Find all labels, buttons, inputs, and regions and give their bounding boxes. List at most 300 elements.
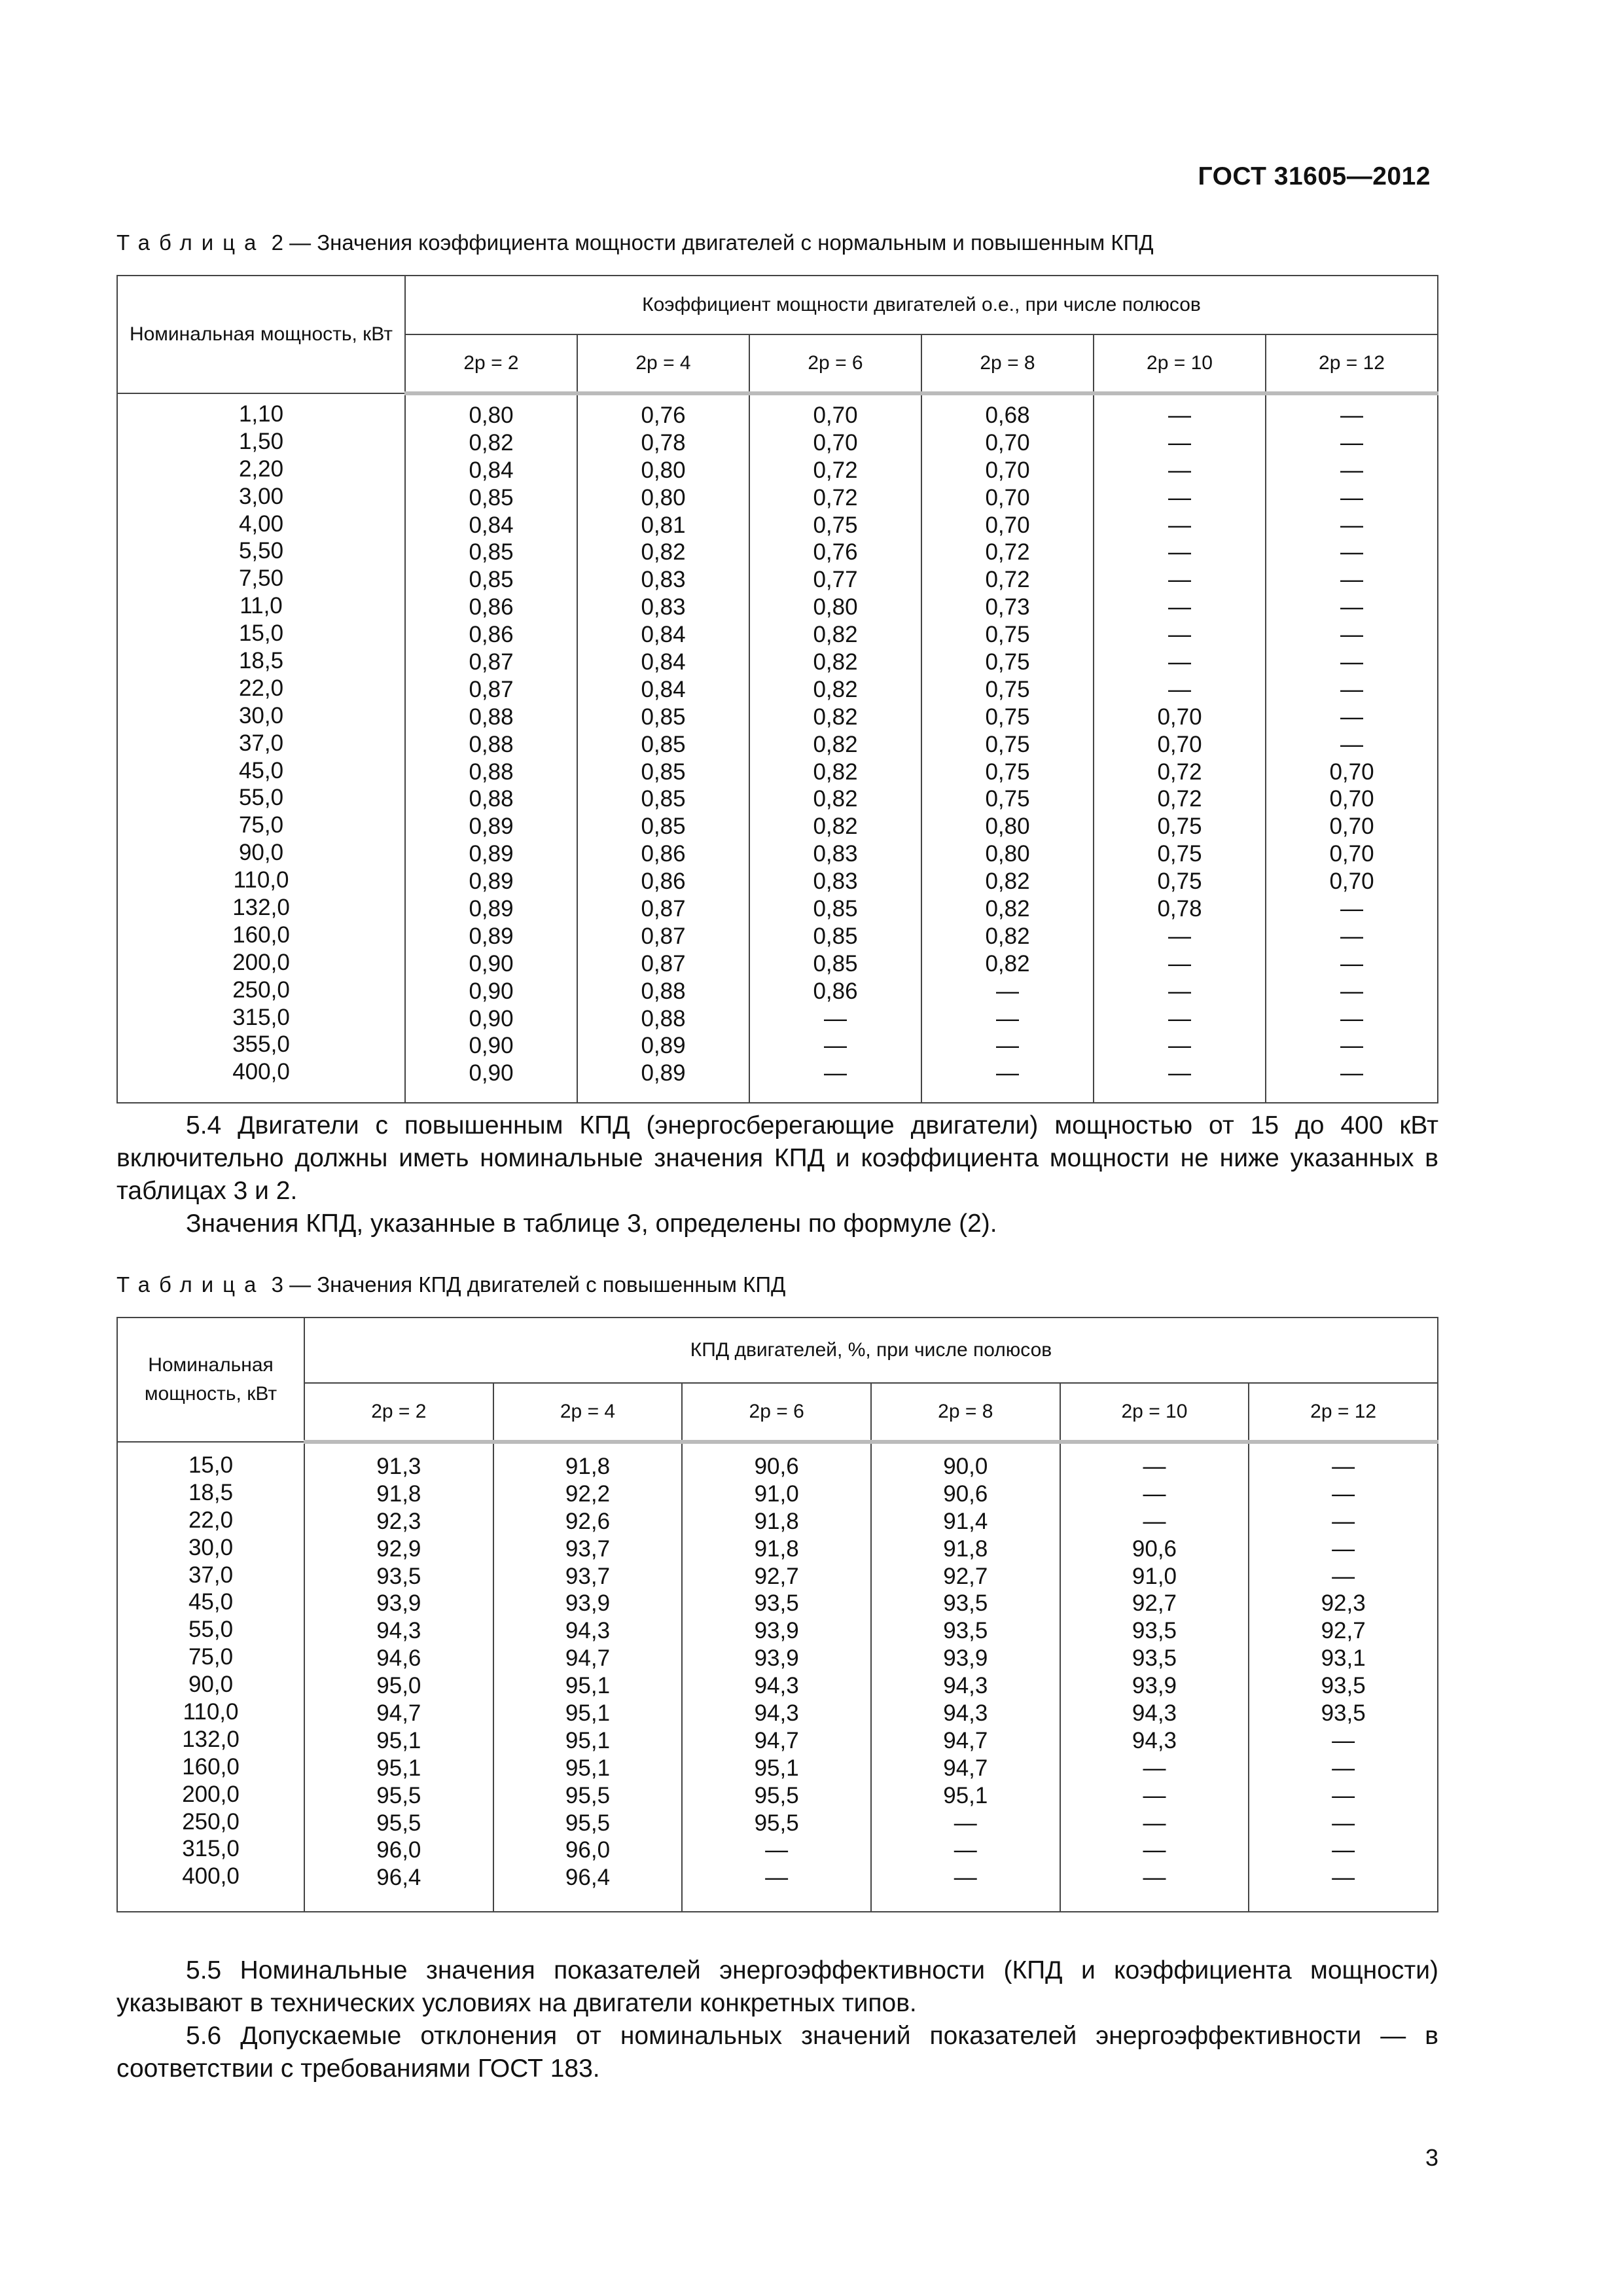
- table3-values-column: [1060, 1442, 1249, 1912]
- table-cell: 1,50: [238, 428, 284, 454]
- table3-caption: [116, 1272, 785, 1297]
- paragraph-5-5-text: 5.5 Номинальные значения показателей энергоэффективности (КПД и коэффициента мощности) указывают в технических условиях на двигатели конкретных типов.: [116, 1956, 1438, 2017]
- table-cell: 0,70: [985, 429, 1030, 456]
- table-cell: 0,82: [813, 704, 858, 730]
- table-cell: 0,88: [469, 704, 514, 730]
- table-cell: —: [1340, 1005, 1363, 1031]
- table3-pole-header: 2p = 2: [304, 1383, 493, 1442]
- table-cell: —: [1340, 403, 1363, 428]
- table-cell: —: [1340, 1033, 1363, 1059]
- table-cell: 0,89: [469, 869, 514, 895]
- table-cell: 93,1: [1321, 1645, 1366, 1672]
- table-cell: —: [765, 1837, 789, 1863]
- table-cell: —: [1332, 1782, 1355, 1808]
- table-cell: 0,70: [985, 457, 1030, 483]
- table2-values-column: [921, 393, 1094, 1103]
- table-cell: 90,0: [943, 1454, 988, 1479]
- table-cell: 91,8: [754, 1508, 799, 1534]
- table-cell: —: [765, 1865, 789, 1891]
- table-cell: 96,0: [565, 1837, 611, 1863]
- table-cell: —: [1332, 1837, 1355, 1863]
- table-cell: —: [1340, 896, 1363, 922]
- table-cell: 90,6: [754, 1454, 799, 1479]
- table-cell: 0,87: [469, 676, 514, 702]
- table-cell: —: [954, 1810, 977, 1836]
- table-cell: 0,75: [985, 676, 1030, 702]
- table-cell: 30,0: [238, 702, 284, 728]
- table-cell: 94,3: [1132, 1700, 1177, 1727]
- table-cell: 94,7: [754, 1727, 799, 1753]
- table-cell: 0,78: [641, 429, 686, 456]
- table-cell: —: [1143, 1810, 1166, 1836]
- table-cell: 93,5: [1132, 1618, 1177, 1644]
- table-cell: 0,80: [985, 841, 1030, 867]
- table-cell: 94,3: [943, 1673, 988, 1699]
- table-cell: 93,5: [1321, 1700, 1366, 1727]
- table-cell: 95,5: [754, 1810, 799, 1836]
- table-cell: 0,82: [985, 869, 1030, 895]
- table-cell: 91,3: [376, 1454, 421, 1479]
- table-cell: 0,82: [813, 676, 858, 702]
- table-cell: 0,82: [813, 731, 858, 757]
- table3-values-column: [493, 1442, 683, 1912]
- page-number: 3: [1425, 2144, 1438, 2171]
- table-cell: 0,70: [813, 403, 858, 428]
- table-cell: —: [1340, 594, 1363, 620]
- table-cell: 0,85: [469, 539, 514, 565]
- table-cell: 18,5: [238, 648, 284, 674]
- table-cell: —: [996, 978, 1019, 1004]
- table-cell: 0,78: [1157, 896, 1202, 922]
- table-cell: 95,1: [376, 1727, 421, 1753]
- table-cell: —: [1143, 1837, 1166, 1863]
- table-cell: —: [1340, 649, 1363, 675]
- table-cell: 0,70: [985, 484, 1030, 511]
- table2-values-column: [1094, 393, 1266, 1103]
- table-cell: 355,0: [232, 1031, 290, 1058]
- table-cell: 0,83: [813, 841, 858, 867]
- table-cell: 94,7: [943, 1755, 988, 1781]
- table-cell: 94,3: [565, 1618, 611, 1644]
- table-cell: 96,4: [565, 1865, 611, 1891]
- table-cell: 0,87: [641, 923, 686, 949]
- table-cell: 400,0: [232, 1059, 290, 1085]
- table-cell: 0,75: [813, 512, 858, 538]
- table-cell: 93,9: [1132, 1673, 1177, 1699]
- table-cell: 160,0: [182, 1753, 240, 1780]
- table-cell: 0,86: [641, 869, 686, 895]
- table-cell: 75,0: [238, 812, 284, 838]
- table-cell: 90,0: [188, 1672, 234, 1698]
- table-cell: —: [1168, 622, 1191, 648]
- table-cell: —: [1332, 1535, 1355, 1562]
- table-cell: 91,0: [754, 1480, 799, 1507]
- table-cell: 93,5: [754, 1590, 799, 1617]
- table3-values-column: [1249, 1442, 1438, 1912]
- table-cell: 22,0: [188, 1507, 234, 1533]
- table-cell: —: [1332, 1508, 1355, 1534]
- table-cell: 0,70: [1329, 759, 1374, 785]
- table-cell: —: [1340, 731, 1363, 757]
- table-cell: 91,8: [754, 1535, 799, 1562]
- table-cell: 95,1: [943, 1782, 988, 1808]
- table-cell: —: [1168, 649, 1191, 675]
- table2-power-header: Номинальная мощность, кВт: [117, 276, 405, 393]
- table-cell: 95,1: [565, 1755, 611, 1781]
- table-cell: 160,0: [232, 922, 290, 948]
- table-cell: 0,89: [469, 814, 514, 840]
- table-cell: 0,83: [813, 869, 858, 895]
- table-cell: 0,70: [985, 512, 1030, 538]
- table-cell: 90,0: [238, 840, 284, 866]
- table-cell: 93,5: [1132, 1645, 1177, 1672]
- table2-caption-text: 2 — Значения коэффициента мощности двигателей с нормальным и повышенным КПД: [271, 230, 1154, 255]
- table-cell: 0,87: [641, 896, 686, 922]
- table-cell: 92,7: [1321, 1618, 1366, 1644]
- table2-values-column: [405, 393, 577, 1103]
- table-cell: 0,72: [813, 457, 858, 483]
- table-cell: 91,8: [565, 1454, 611, 1479]
- table-cell: —: [1168, 403, 1191, 428]
- table-cell: —: [1340, 429, 1363, 456]
- table-cell: 95,5: [565, 1810, 611, 1836]
- table-cell: 2,20: [238, 456, 284, 482]
- table-cell: 30,0: [188, 1534, 234, 1560]
- table-cell: 0,80: [641, 457, 686, 483]
- table-cell: 92,7: [943, 1563, 988, 1589]
- table-cell: 0,86: [469, 594, 514, 620]
- table-cell: 0,82: [813, 759, 858, 785]
- table-cell: 0,84: [641, 622, 686, 648]
- table-cell: 0,75: [985, 786, 1030, 812]
- table2-caption: [116, 230, 1154, 255]
- table-cell: 45,0: [188, 1589, 234, 1615]
- table-cell: 0,76: [813, 539, 858, 565]
- table-cell: —: [1340, 704, 1363, 730]
- table-cell: —: [996, 1060, 1019, 1086]
- table-cell: 95,0: [376, 1673, 421, 1699]
- table-cell: —: [1340, 978, 1363, 1004]
- table-cell: 7,50: [238, 565, 284, 592]
- table2-pole-header: 2p = 6: [749, 334, 921, 393]
- table-cell: 0,75: [985, 622, 1030, 648]
- table-cell: 0,85: [641, 759, 686, 785]
- table-cell: 94,3: [754, 1673, 799, 1699]
- table-cell: 91,8: [376, 1480, 421, 1507]
- table-cell: —: [1340, 1060, 1363, 1086]
- table-cell: 91,0: [1132, 1563, 1177, 1589]
- paragraph-5-6-text: 5.6 Допускаемые отклонения от номинальных значений показателей энергоэффективности — в соответствии с требованиями ГОСТ 183.: [116, 2022, 1438, 2083]
- table-cell: —: [1332, 1755, 1355, 1781]
- table3-pole-header: 2p = 10: [1060, 1383, 1249, 1442]
- table3-values-column: [304, 1442, 493, 1912]
- table-cell: 400,0: [182, 1863, 240, 1890]
- table-cell: 0,84: [469, 457, 514, 483]
- table-cell: 0,90: [469, 1060, 514, 1086]
- table-cell: —: [996, 1005, 1019, 1031]
- table-cell: 0,85: [641, 704, 686, 730]
- table-cell: 11,0: [240, 593, 283, 619]
- table-cell: 3,00: [238, 483, 284, 509]
- table3-pole-header: 2p = 6: [682, 1383, 871, 1442]
- table-cell: 1,10: [238, 401, 284, 427]
- table-cell: 0,89: [469, 841, 514, 867]
- table2-values-column: [577, 393, 749, 1103]
- table-cell: 0,87: [641, 950, 686, 977]
- table-cell: —: [1168, 429, 1191, 456]
- table-cell: 0,85: [641, 814, 686, 840]
- table-cell: 0,72: [985, 539, 1030, 565]
- table-cell: 93,5: [1321, 1673, 1366, 1699]
- table-cell: —: [1143, 1755, 1166, 1781]
- table-cell: 0,86: [469, 622, 514, 648]
- table-cell: 93,9: [754, 1618, 799, 1644]
- table2: [116, 275, 1438, 1103]
- table-cell: 15,0: [188, 1452, 234, 1478]
- table-cell: —: [1143, 1480, 1166, 1507]
- table-cell: 95,1: [565, 1727, 611, 1753]
- table-cell: —: [1340, 484, 1363, 511]
- table-cell: 0,85: [813, 923, 858, 949]
- table-cell: —: [1168, 676, 1191, 702]
- table-cell: 5,50: [238, 538, 284, 564]
- table-cell: —: [1332, 1810, 1355, 1836]
- table-cell: —: [1143, 1782, 1166, 1808]
- table-cell: 0,72: [1157, 786, 1202, 812]
- table-cell: 90,6: [1132, 1535, 1177, 1562]
- table-cell: 94,3: [1132, 1727, 1177, 1753]
- table-cell: 0,81: [641, 512, 686, 538]
- table-cell: 94,3: [943, 1700, 988, 1727]
- table-cell: 22,0: [238, 675, 284, 701]
- table-cell: 0,85: [469, 484, 514, 511]
- table-cell: —: [824, 1060, 847, 1086]
- table-cell: 0,70: [1157, 731, 1202, 757]
- table-cell: 93,7: [565, 1563, 611, 1589]
- table-cell: 0,87: [469, 649, 514, 675]
- table-cell: 200,0: [182, 1781, 240, 1807]
- table-cell: —: [1168, 1060, 1191, 1086]
- table-cell: 0,80: [469, 403, 514, 428]
- table-cell: —: [1340, 950, 1363, 977]
- table-cell: 0,75: [1157, 841, 1202, 867]
- table-cell: 45,0: [238, 757, 284, 783]
- table-cell: 0,84: [641, 649, 686, 675]
- table-cell: 250,0: [232, 977, 290, 1003]
- table-cell: 0,88: [469, 759, 514, 785]
- table-cell: 95,1: [376, 1755, 421, 1781]
- table-cell: 15,0: [238, 620, 284, 647]
- table-cell: 92,9: [376, 1535, 421, 1562]
- table-cell: 0,82: [469, 429, 514, 456]
- table-cell: 132,0: [232, 895, 290, 921]
- table-cell: —: [1332, 1727, 1355, 1753]
- table-cell: 0,80: [813, 594, 858, 620]
- table-cell: 0,89: [641, 1060, 686, 1086]
- table3-pole-header: 2p = 4: [493, 1383, 683, 1442]
- table-cell: 92,7: [1132, 1590, 1177, 1617]
- table-cell: 0,75: [1157, 869, 1202, 895]
- table-cell: 0,70: [1329, 786, 1374, 812]
- table-cell: —: [1168, 1033, 1191, 1059]
- table-cell: —: [1340, 512, 1363, 538]
- table-cell: 55,0: [238, 785, 284, 811]
- paragraph-5-4: [116, 1109, 1438, 1240]
- table3-values-column: [871, 1442, 1060, 1912]
- table-cell: 91,8: [943, 1535, 988, 1562]
- table-cell: 0,85: [469, 567, 514, 593]
- table2-power-column: [117, 393, 405, 1103]
- table-cell: —: [996, 1033, 1019, 1059]
- table-cell: 4,00: [238, 511, 284, 537]
- table-cell: 94,3: [376, 1618, 421, 1644]
- table-cell: 95,5: [754, 1782, 799, 1808]
- table-cell: 0,76: [641, 403, 686, 428]
- table-cell: 0,88: [641, 1005, 686, 1031]
- table-cell: 0,85: [641, 731, 686, 757]
- table2-pole-header: 2p = 12: [1266, 334, 1438, 393]
- table-cell: 110,0: [183, 1699, 239, 1725]
- table-cell: 93,9: [565, 1590, 611, 1617]
- paragraph-5-4-note: Значения КПД, указанные в таблице 3, определены по формуле (2).: [186, 1210, 997, 1238]
- table-cell: 315,0: [182, 1836, 240, 1862]
- table-cell: 0,70: [1329, 869, 1374, 895]
- table-cell: —: [1143, 1865, 1166, 1891]
- table-cell: —: [1168, 512, 1191, 538]
- table-cell: 93,5: [943, 1618, 988, 1644]
- table-cell: 0,90: [469, 950, 514, 977]
- table-cell: 90,6: [943, 1480, 988, 1507]
- table-cell: 92,2: [565, 1480, 611, 1507]
- table-cell: 0,70: [1157, 704, 1202, 730]
- paragraph-5-4-text: 5.4 Двигатели с повышенным КПД (энергосберегающие двигатели) мощностью от 15 до 400 кВт включительно должны иметь номинальные значения КПД и коэффициента мощности не ниже указанных в таблицах 3 и 2.: [116, 1111, 1438, 1205]
- table-cell: 0,85: [641, 786, 686, 812]
- table-cell: 92,3: [1321, 1590, 1366, 1617]
- table3-power-column: [117, 1442, 304, 1912]
- table-cell: 95,5: [376, 1782, 421, 1808]
- table-cell: 96,4: [376, 1865, 421, 1891]
- table-cell: 315,0: [232, 1004, 290, 1030]
- table-cell: 0,77: [813, 567, 858, 593]
- table-cell: —: [1332, 1865, 1355, 1891]
- table-cell: —: [1332, 1454, 1355, 1479]
- table-cell: 110,0: [233, 867, 289, 893]
- table-cell: 92,7: [754, 1563, 799, 1589]
- table-cell: —: [1340, 622, 1363, 648]
- table-cell: 0,88: [641, 978, 686, 1004]
- table-cell: —: [1332, 1563, 1355, 1589]
- table-cell: 0,89: [641, 1033, 686, 1059]
- table-cell: —: [824, 1005, 847, 1031]
- table-cell: —: [1168, 923, 1191, 949]
- table3-pole-header: 2p = 12: [1249, 1383, 1438, 1442]
- table-cell: 93,9: [754, 1645, 799, 1672]
- table-cell: 0,80: [985, 814, 1030, 840]
- table-cell: 0,85: [813, 950, 858, 977]
- table-cell: 0,72: [1157, 759, 1202, 785]
- table3-power-header: Номинальная мощность, кВт: [117, 1318, 304, 1442]
- table-cell: 0,82: [641, 539, 686, 565]
- table-cell: 0,83: [641, 594, 686, 620]
- table-cell: 95,1: [565, 1700, 611, 1727]
- table-cell: —: [1168, 1005, 1191, 1031]
- table3-values-column: [682, 1442, 871, 1912]
- table3-caption-text: 3 — Значения КПД двигателей с повышенным КПД: [271, 1272, 786, 1297]
- table2-values-column: [1266, 393, 1438, 1103]
- table-cell: —: [1168, 567, 1191, 593]
- table-cell: —: [1168, 457, 1191, 483]
- table-cell: 0,90: [469, 978, 514, 1004]
- table-cell: 95,1: [754, 1755, 799, 1781]
- table-cell: 93,9: [376, 1590, 421, 1617]
- table-cell: 96,0: [376, 1837, 421, 1863]
- table-cell: —: [1168, 539, 1191, 565]
- table-cell: —: [1143, 1454, 1166, 1479]
- table-cell: 0,72: [813, 484, 858, 511]
- table-cell: 0,90: [469, 1005, 514, 1031]
- table-cell: 93,5: [943, 1590, 988, 1617]
- table-cell: 0,75: [985, 704, 1030, 730]
- table-cell: 0,72: [985, 567, 1030, 593]
- table-cell: 92,6: [565, 1508, 611, 1534]
- table-cell: 0,75: [985, 731, 1030, 757]
- table-cell: 92,3: [376, 1508, 421, 1534]
- table-cell: 94,6: [376, 1645, 421, 1672]
- table-cell: 0,86: [813, 978, 858, 1004]
- table-cell: 0,82: [813, 622, 858, 648]
- table-cell: 55,0: [188, 1617, 234, 1643]
- table-cell: 250,0: [182, 1808, 240, 1835]
- table-cell: —: [954, 1837, 977, 1863]
- table-cell: 95,5: [376, 1810, 421, 1836]
- table2-pole-header: 2p = 2: [405, 334, 577, 393]
- table-cell: 0,82: [985, 896, 1030, 922]
- paragraph-5-6: [116, 2020, 1438, 2085]
- table-cell: 0,86: [641, 841, 686, 867]
- table-cell: —: [1168, 594, 1191, 620]
- table-cell: 0,82: [813, 786, 858, 812]
- table-cell: 37,0: [188, 1562, 234, 1588]
- table-cell: 0,85: [813, 896, 858, 922]
- table-cell: 0,68: [985, 403, 1030, 428]
- table-cell: 94,7: [943, 1727, 988, 1753]
- table-cell: 0,82: [813, 814, 858, 840]
- table-cell: —: [954, 1865, 977, 1891]
- table3-pole-header: 2p = 8: [871, 1383, 1060, 1442]
- table-cell: —: [1340, 676, 1363, 702]
- table-cell: —: [1340, 539, 1363, 565]
- table-cell: 94,7: [565, 1645, 611, 1672]
- table-cell: 0,73: [985, 594, 1030, 620]
- table-cell: 0,82: [813, 649, 858, 675]
- table-cell: 0,82: [985, 950, 1030, 977]
- paragraph-5-5: [116, 1954, 1438, 2020]
- table-cell: —: [1168, 950, 1191, 977]
- table-cell: 95,1: [565, 1673, 611, 1699]
- table2-pole-header: 2p = 4: [577, 334, 749, 393]
- table-cell: 0,80: [641, 484, 686, 511]
- table-cell: 0,70: [813, 429, 858, 456]
- table2-pole-header: 2p = 8: [921, 334, 1094, 393]
- table-cell: 0,90: [469, 1033, 514, 1059]
- table-cell: 0,75: [985, 649, 1030, 675]
- table-cell: —: [1168, 484, 1191, 511]
- table-cell: 0,88: [469, 786, 514, 812]
- table-cell: 0,70: [1329, 841, 1374, 867]
- table-cell: 200,0: [232, 949, 290, 975]
- table-cell: —: [1340, 457, 1363, 483]
- table-cell: 0,82: [985, 923, 1030, 949]
